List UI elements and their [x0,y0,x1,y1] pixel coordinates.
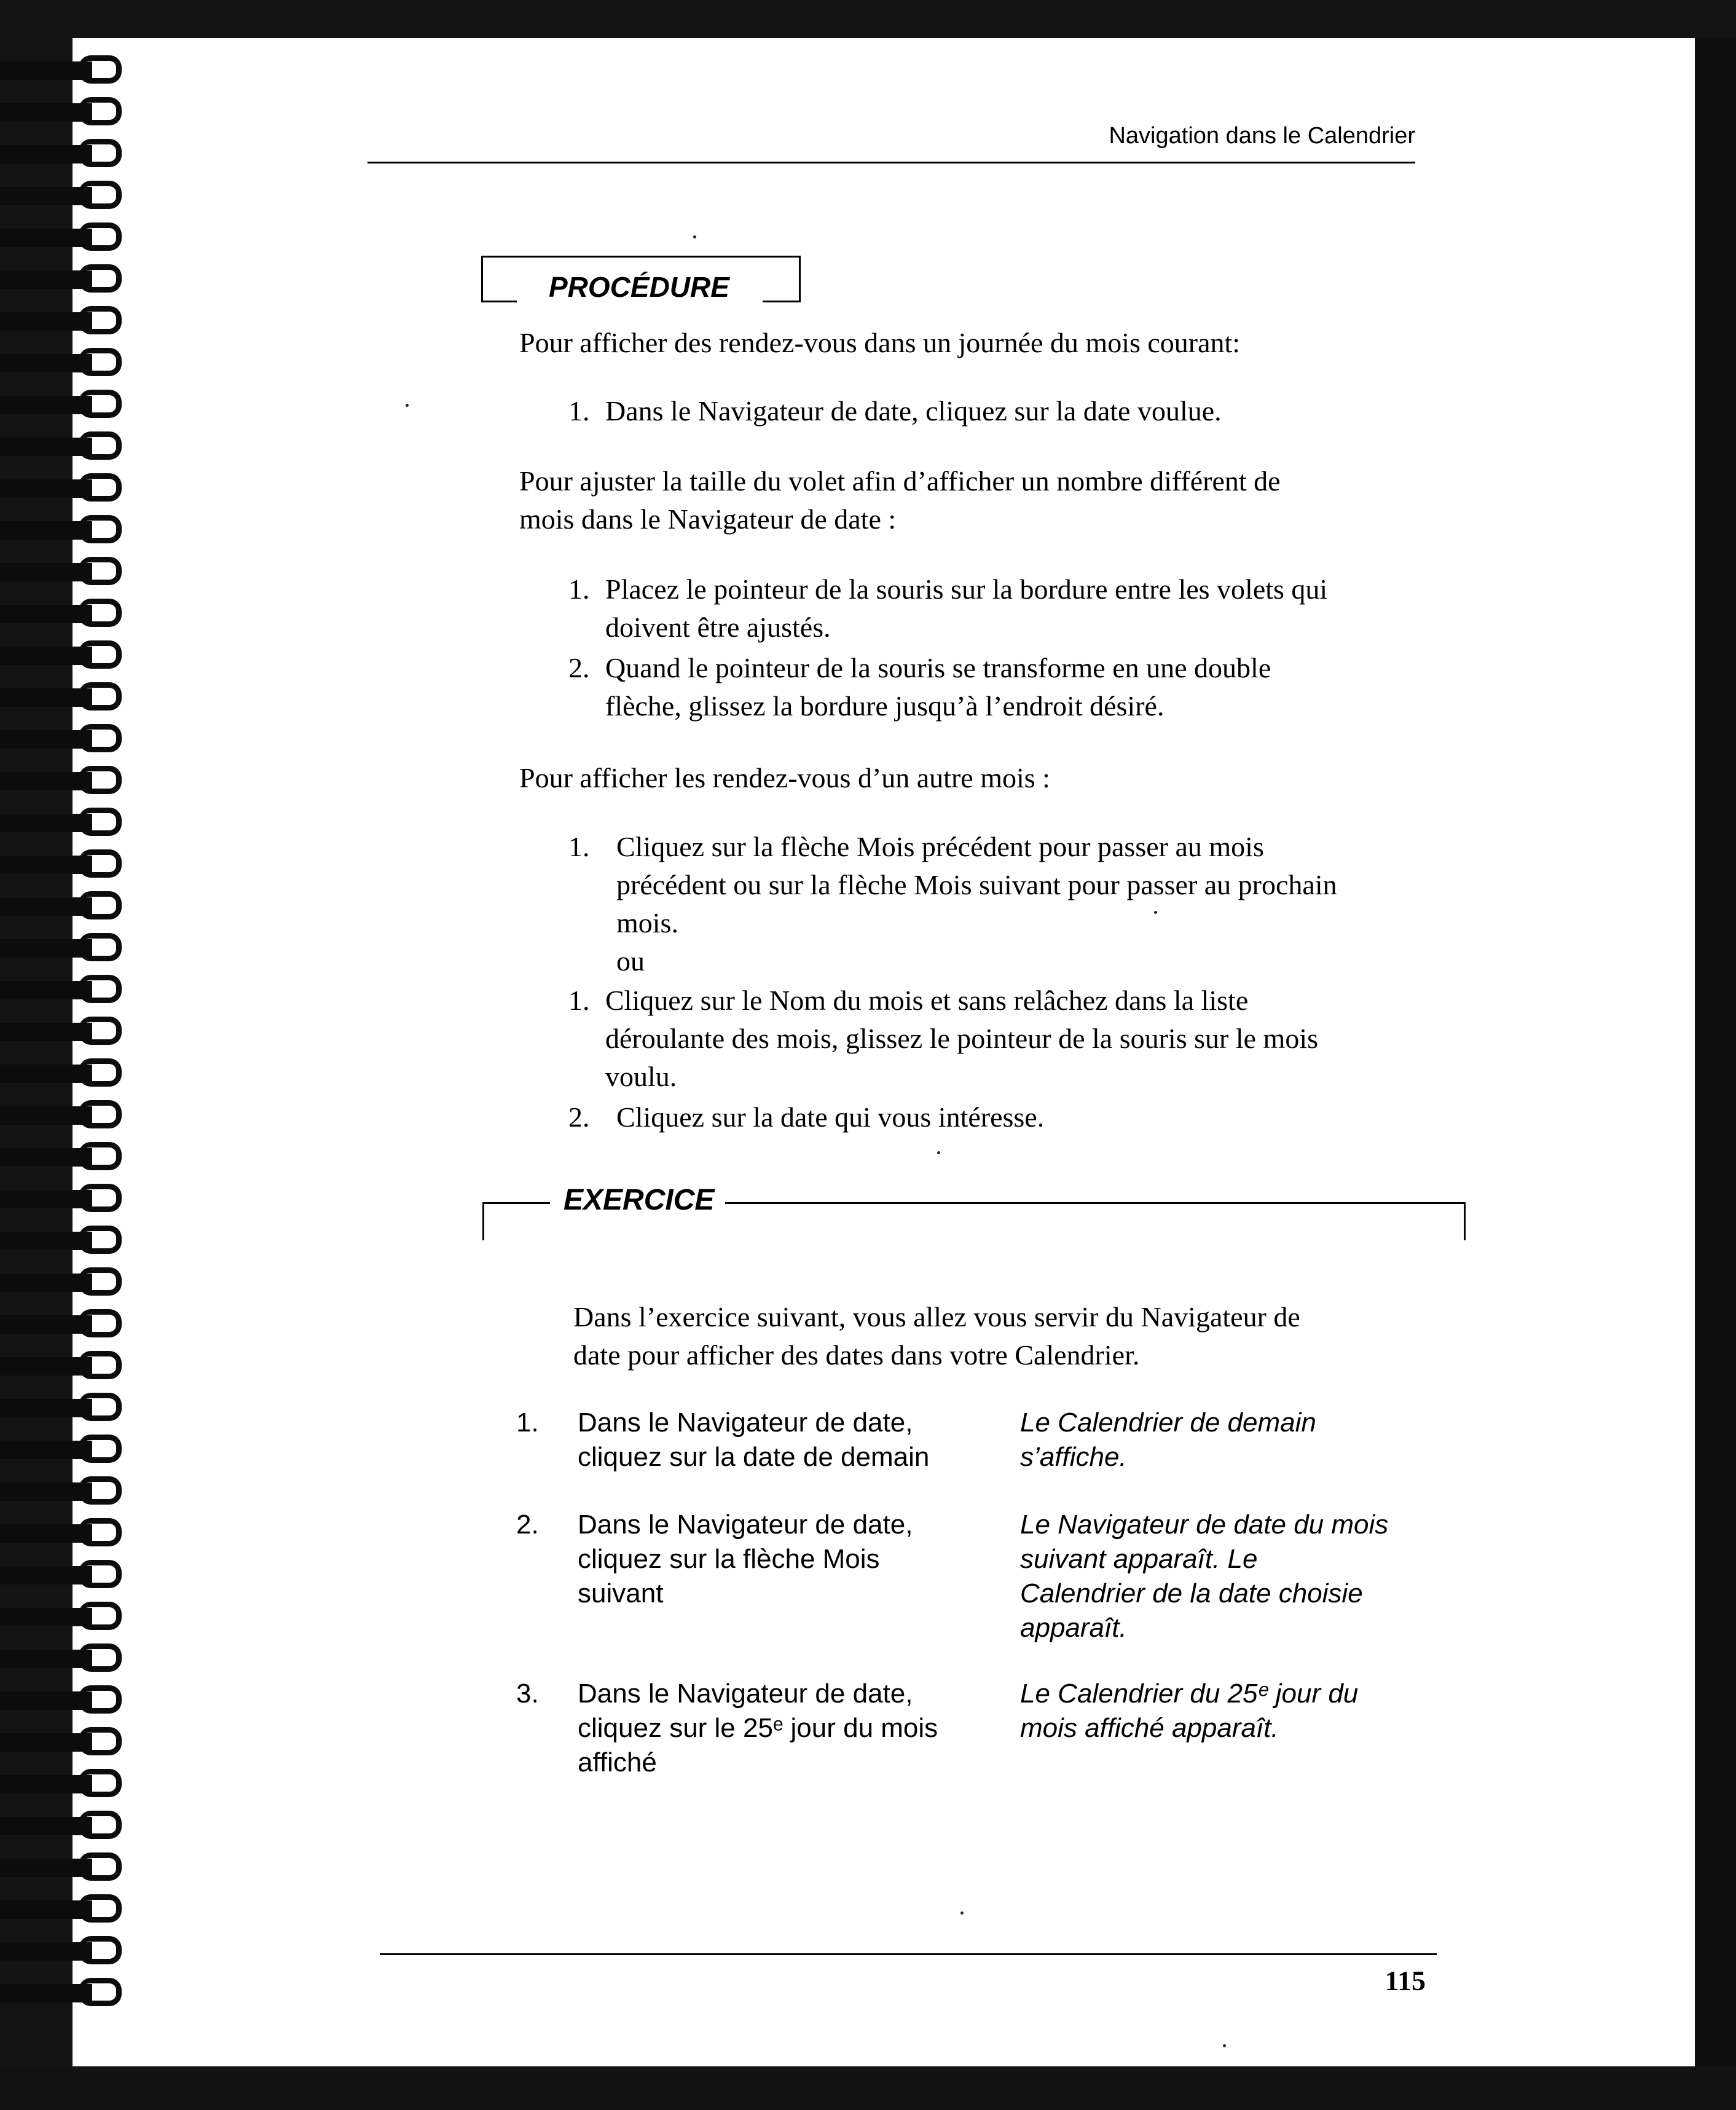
step-text: voulu. [605,1061,677,1092]
scan-speck [960,1911,964,1915]
binding-coil [0,814,132,833]
or-connector: ou [616,945,645,977]
page-number: 115 [1384,1965,1426,1996]
binding-coil [0,187,132,207]
binding-coil [0,1232,132,1251]
binding-coil [0,61,132,81]
binding-coil [0,1775,132,1795]
binding-coil [0,939,132,959]
header-rule [367,162,1415,163]
exercise-heading: EXERCICE [564,1184,715,1216]
step-text: Dans le Navigateur de date, cliquez sur la date voulue. [605,395,1222,427]
spiral-binding [0,61,141,2047]
step-text: Placez le pointeur de la souris sur la bordure entre les volets qui [605,573,1328,605]
binding-coil [0,521,132,541]
binding-coil [0,856,132,875]
binding-coil [0,647,132,666]
binding-coil [0,1733,132,1753]
binding-coil [0,1524,132,1544]
binding-coil [0,1190,132,1210]
step-number: 3. [516,1679,539,1709]
step-number: 2. [568,652,590,683]
binding-coil [0,145,132,165]
scan-speck [693,235,696,238]
binding-coil [0,688,132,708]
binding-coil [0,605,132,624]
binding-coil [0,1817,132,1836]
binding-coil [0,1859,132,1878]
step-result: Le Calendrier du 25ᵉ jour du mois affiché apparaît. [1020,1679,1359,1743]
step-text: doivent être ajustés. [605,612,831,643]
procedure-intro-2-line-2: mois dans le Navigateur de date : [519,503,897,535]
binding-coil [0,270,132,290]
step-text: Quand le pointeur de la souris se transforme en une double [605,652,1271,683]
step-text: précédent ou sur la flèche Mois suivant pour passer au prochain [616,869,1337,900]
binding-coil [0,1942,132,1962]
step-text: mois. [616,907,678,939]
step-text: Cliquez sur la flèche Mois précédent pour passer au mois [616,831,1264,862]
binding-coil [0,1399,132,1419]
step-number: 2. [568,1101,590,1133]
binding-coil [0,772,132,792]
binding-coil [0,897,132,917]
binding-coil [0,981,132,1001]
procedure-heading: PROCÉDURE [549,271,729,303]
binding-coil [0,1650,132,1669]
step-text: Cliquez sur le Nom du mois et sans relâchez dans la liste [605,985,1249,1016]
binding-coil [0,229,132,248]
binding-coil [0,730,132,750]
binding-coil [0,312,132,332]
binding-coil [0,1273,132,1293]
procedure-intro-3: Pour afficher les rendez-vous d’un autre mois : [519,762,1050,793]
step-number: 1. [516,1407,539,1438]
page-edge-bottom [0,2066,1736,2110]
step-text: flèche, glissez la bordure jusqu’à l’endroit désiré. [605,690,1165,722]
binding-coil [0,1900,132,1920]
page-edge-right [1695,38,1736,2066]
scan-speck [406,404,409,407]
step-action: Dans le Navigateur de date, cliquez sur la flèche Mois suivant [578,1510,913,1608]
step-number: 2. [516,1510,539,1540]
step-action: Dans le Navigateur de date, cliquez sur le 25ᵉ jour du mois affiché [578,1679,938,1777]
procedure-intro-1: Pour afficher des rendez-vous dans un journée du mois courant: [519,327,1241,358]
step-number: 1. [568,831,590,862]
binding-coil [0,1566,132,1586]
binding-coil [0,1482,132,1502]
binding-coil [0,354,132,374]
step-text: déroulante des mois, glissez le pointeur de la souris sur le mois [605,1023,1318,1054]
binding-coil [0,1148,132,1168]
binding-coil [0,438,132,457]
step-number: 1. [568,985,590,1016]
binding-coil [0,1441,132,1460]
step-action: Dans le Navigateur de date, cliquez sur la date de demain [578,1407,930,1472]
binding-coil [0,1065,132,1084]
binding-coil [0,1106,132,1126]
step-number: 1. [568,573,590,605]
binding-coil [0,1691,132,1711]
step-number: 1. [568,395,590,427]
step-text: Cliquez sur la date qui vous intéresse. [616,1101,1045,1133]
scan-speck [1154,911,1157,914]
scan-speck [1223,2044,1226,2047]
footer-rule [380,1953,1437,1955]
binding-coil [0,479,132,499]
step-result: Le Navigateur de date du mois suivant apparaît. Le Calendrier de la date choisie apparaît. [1020,1510,1389,1643]
procedure-intro-2-line-1: Pour ajuster la taille du volet afin d’afficher un nombre différent de [519,465,1281,497]
binding-coil [0,103,132,123]
exercise-intro-line-2: date pour afficher des dates dans votre Calendrier. [573,1339,1140,1371]
binding-coil [0,1608,132,1628]
binding-coil [0,1315,132,1335]
binding-coil [0,1984,132,2004]
binding-coil [0,1357,132,1377]
binding-coil [0,396,132,415]
scan-speck [937,1151,940,1154]
running-header: Navigation dans le Calendrier [1109,123,1415,149]
step-result: Le Calendrier de demain s’affiche. [1020,1407,1316,1472]
binding-coil [0,1023,132,1042]
exercise-intro-line-1: Dans l’exercice suivant, vous allez vous servir du Navigateur de [573,1301,1300,1333]
binding-coil [0,563,132,583]
